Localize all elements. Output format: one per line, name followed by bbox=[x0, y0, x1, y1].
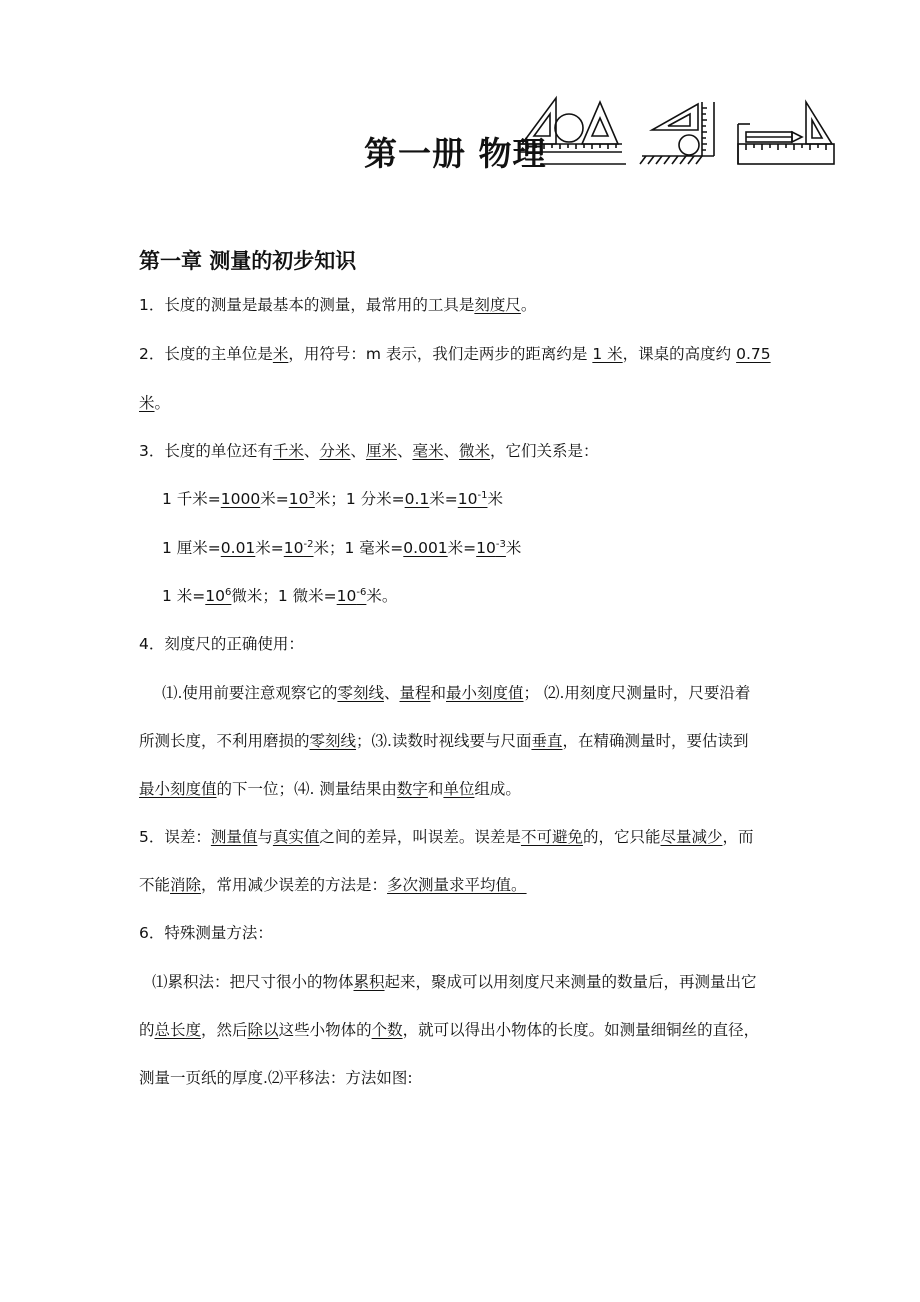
item-1-line: 1．长度的测量是最基本的测量，最常用的工具是刻度尺。 bbox=[139, 296, 537, 314]
item-4-line-3: 最小刻度值的下一位；⑷. 测量结果由数字和单位组成。 bbox=[139, 780, 521, 798]
pencil-icon bbox=[746, 132, 802, 142]
ball-icon bbox=[679, 135, 699, 155]
blank-answer: 0.75 bbox=[736, 345, 771, 363]
item-3-line: 3．长度的单位还有千米、分米、厘米、毫米、微米，它们关系是： bbox=[139, 442, 599, 460]
ruler-icon bbox=[520, 144, 622, 152]
item-6-line-1: ⑴累积法：把尺寸很小的物体累积起来，聚成可以用刻度尺来测量的数量后，再测量出它 bbox=[152, 973, 757, 991]
blank-answer: 米 bbox=[139, 394, 155, 412]
chapter-heading: 第一章 测量的初步知识 bbox=[139, 249, 357, 273]
measuring-tools-illustration bbox=[500, 92, 840, 172]
blank-answer: 毫米 bbox=[412, 442, 444, 460]
blank-answer: 分米 bbox=[319, 442, 351, 460]
item-4-line-1: ⑴.使用前要注意观察它的零刻线、量程和最小刻度值； ⑵.用刻度尺测量时，尺要沿着 bbox=[162, 684, 751, 702]
ball-icon bbox=[555, 114, 583, 142]
conversion-line-2: 1 厘米=0.01米$=10^{-2}$米；1 毫米=0.001米$=10^{-3}$米 bbox=[162, 539, 522, 557]
item-4-line-2: 所测长度，不利用磨损的零刻线；⑶.读数时视线要与尺面垂直，在精确测量时，要估读到 bbox=[139, 732, 749, 750]
item-4-heading: 4．刻度尺的正确使用： bbox=[139, 635, 304, 653]
blank-answer: 1 米 bbox=[592, 345, 623, 363]
blank-answer: 米 bbox=[272, 345, 289, 363]
item-2-line-cont: 米。 bbox=[139, 394, 171, 412]
blank-answer: 微米 bbox=[459, 442, 491, 460]
item-6-line-2: 的总长度，然后除以这些小物体的个数，就可以得出小物体的长度。如测量细铜丝的直径， bbox=[139, 1021, 760, 1039]
vertical-ruler-icon bbox=[702, 102, 714, 156]
item-6-line-3: 测量一页纸的厚度.⑵平移法：方法如图: bbox=[139, 1069, 413, 1087]
item-6-heading: 6．特殊测量方法： bbox=[139, 924, 273, 942]
blank-answer: 厘米 bbox=[365, 442, 397, 460]
page-title: 第一册 物理 bbox=[364, 134, 547, 173]
blank-answer: 刻度尺 bbox=[474, 296, 521, 314]
item-5-line-2: 不能消除，常用减少误差的方法是：多次测量求平均值。 bbox=[139, 876, 527, 894]
conversion-line-1: 1 千米=1000米$=10^3$米；1 分米=0.1米$=10^{-1}$米 bbox=[162, 490, 504, 508]
triangle-icon bbox=[652, 104, 698, 130]
conversion-line-3: 1 米$=10^6$微米；1 微米$=10^{-6}$米。 bbox=[162, 587, 398, 605]
set-square-icon bbox=[582, 102, 618, 144]
item-2-line: 2．长度的主单位是米，用符号：m 表示，我们走两步的距离约是 1 米，课桌的高度约 0.75 bbox=[139, 345, 771, 363]
ruler-icon bbox=[738, 124, 834, 164]
item-5-line-1: 5．误差：测量值与真实值之间的差异，叫误差。误差是不可避免的，它只能尽量减少，而 bbox=[139, 828, 754, 846]
blank-answer: 千米 bbox=[272, 442, 304, 460]
triangle-icon bbox=[806, 102, 832, 144]
triangle-ruler-icon bbox=[522, 98, 556, 144]
